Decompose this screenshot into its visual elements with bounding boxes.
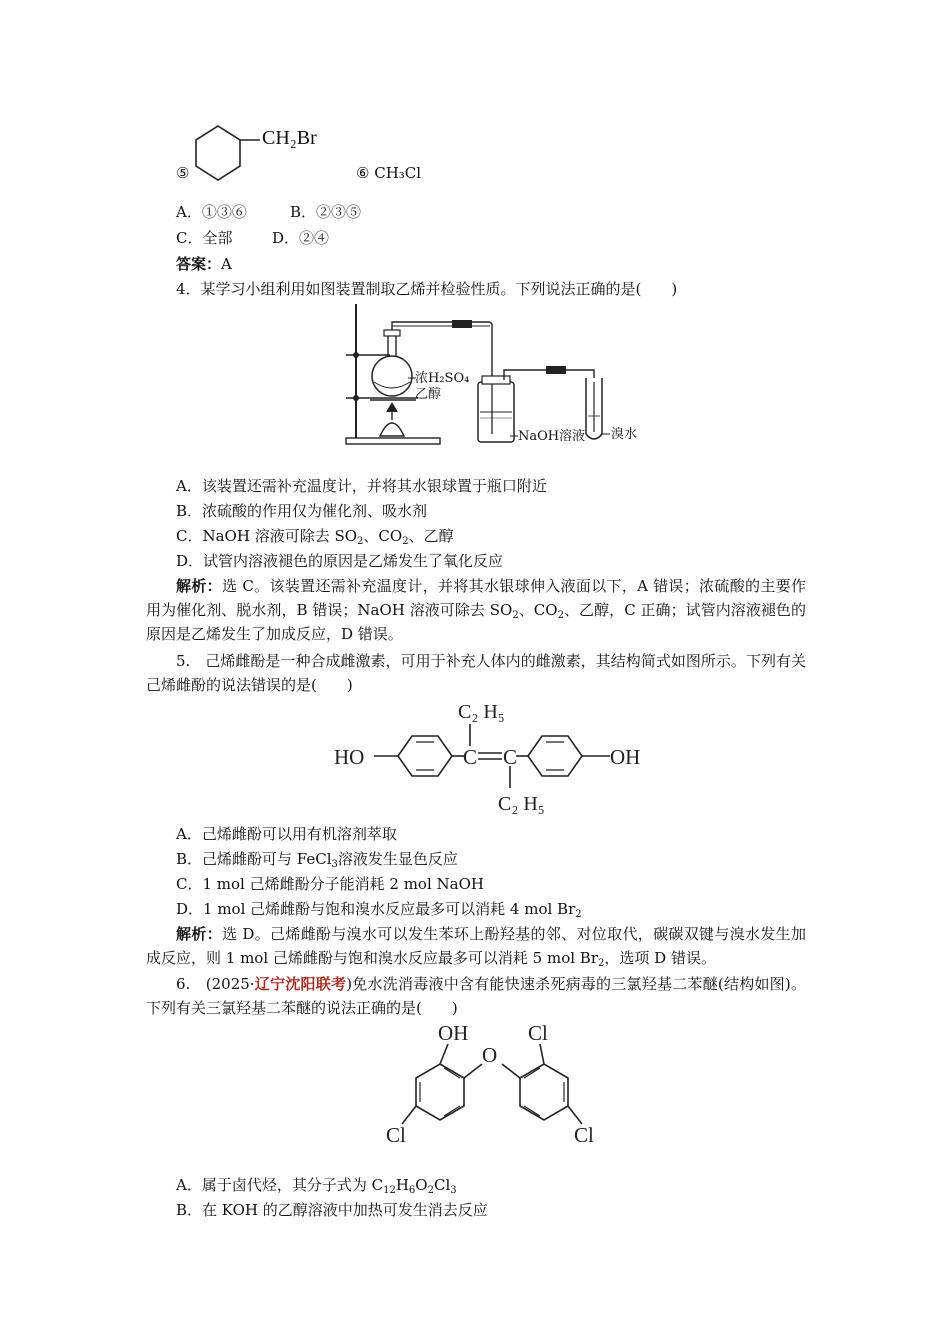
fig-c-right: C — [503, 745, 518, 769]
jiexi-text: 、CO — [518, 601, 558, 619]
opt-text: A．属于卤代烃，其分子式为 C — [176, 1176, 384, 1194]
opt-text: B．己烯雌酚可与 FeCl — [176, 850, 332, 868]
subscript: 2 — [427, 1185, 434, 1196]
q6-option-b: B．在 KOH 的乙醇溶液中加热可发生消去反应 — [176, 1201, 488, 1219]
stem-text: )免水洗消毒液中含有能快速杀死病毒的三氯羟基二苯醚(结构如图)。下列有关三氯羟基二苯醚的说法正确的是( ) — [146, 975, 806, 1017]
answer-value: A — [221, 255, 232, 273]
q6-option-a: A．属于卤代烃，其分子式为 $C_{12}H_6O_2Cl_3$ — [176, 1176, 457, 1196]
subscript: 2 — [598, 958, 605, 969]
opt-text: 、CO — [363, 527, 403, 545]
label-ethanol: 乙醇 — [415, 387, 442, 402]
opt-text: C．NaOH 溶液可除去 SO — [176, 527, 358, 545]
subscript: 12 — [383, 1185, 396, 1196]
jiexi-label: 解析： — [176, 577, 222, 595]
fig-oh: OH — [438, 1021, 469, 1045]
fig-cl-top: Cl — [528, 1021, 548, 1045]
subscript: 2 — [557, 610, 564, 621]
q3-option-d: D．②④ — [272, 229, 330, 247]
q4-option-d: D．试管内溶液褪色的原因是乙烯发生了氧化反应 — [176, 552, 504, 570]
opt-text: 、乙醇 — [408, 527, 454, 545]
q4-stem: 4．某学习小组利用如图装置制取乙烯并检验性质。下列说法正确的是( ) — [176, 280, 678, 298]
subscript: 2 — [575, 909, 582, 920]
fig-ethyl-top: C₂ H₅ — [458, 701, 505, 723]
q4-explanation — [146, 574, 806, 646]
question-source: 辽宁沈阳联考 — [254, 975, 347, 993]
answer-label: 答案： — [176, 255, 222, 273]
jiexi-text: ，选项 D 错误。 — [604, 949, 716, 967]
subscript: 2 — [512, 610, 519, 621]
q3-option-b: B．②③⑤ — [290, 203, 362, 221]
q4-option-b: B．浓硫酸的作用仅为催化剂、吸水剂 — [176, 502, 428, 520]
item5-formula: CH₂Br — [262, 127, 317, 149]
q5-option-a: A．己烯雌酚可以用有机溶剂萃取 — [176, 825, 397, 843]
fig-ho: HO — [334, 745, 365, 769]
subscript: 2 — [402, 536, 409, 547]
q5-stem: 5. 己烯雌酚是一种合成雌激素，可用于补充人体内的雌激素，其结构简式如图所示。下列有关己烯雌酚的说法错误的是( ) — [146, 652, 806, 694]
opt-text: 溶液发生显色反应 — [337, 850, 458, 868]
fig-oh: OH — [610, 745, 641, 769]
q5-option-d — [176, 899, 582, 919]
q5-option-b — [176, 849, 458, 869]
opt-text: D．1 mol 己烯雌酚与饱和溴水反应最多可以消耗 4 mol Br — [176, 900, 576, 918]
subscript: 3 — [450, 1185, 457, 1196]
subscript: 3 — [331, 859, 338, 870]
stem-text: 6. (2025· — [176, 975, 255, 993]
q5-explanation — [146, 922, 806, 970]
jiexi-text: 、乙醇，C 正确；试管内溶液褪色的原因是乙烯发生了加成反应，D 错误。 — [146, 601, 806, 643]
jiexi-text: 选 D。己烯雌酚与溴水可以发生苯环上酚羟基的邻、对位取代，碳碳双键与溴水发生加成反应，则 1 mol 己烯雌酚与饱和溴水反应最多可以消耗 5 mol Br — [146, 925, 806, 967]
label-conc-sulfuric-acid: 浓H₂SO₄ — [415, 371, 470, 386]
item6: ⑥ CH₃Cl — [356, 164, 422, 182]
label-bromine-water: 溴水 — [611, 427, 638, 442]
jiexi-label: 解析： — [176, 925, 222, 943]
item5-marker: ⑤ — [176, 164, 190, 182]
q6-stem — [146, 972, 806, 1020]
jiexi-text: 选 C。该装置还需补充温度计，并将其水银球伸入液面以下，A 错误；浓硫酸的主要作用为催化剂、脱水剂，B 错误；NaOH 溶液可除去 SO — [146, 577, 806, 619]
q3-answer — [176, 254, 232, 274]
fig-c-left: C — [463, 745, 478, 769]
diethylstilbestrol-structure — [330, 696, 660, 822]
fig-ethyl-bottom: C₂ H₅ — [498, 793, 545, 815]
triclosan-structure — [382, 1020, 612, 1148]
label-naoh-solution: NaOH溶液 — [518, 429, 586, 444]
fig-ether-o: O — [482, 1043, 498, 1067]
q3-option-c: C．全部 — [176, 229, 233, 247]
q3-option-a: A．①③⑥ — [176, 203, 247, 221]
q4-option-a: A．该装置还需补充温度计，并将其水银球置于瓶口附近 — [176, 477, 547, 495]
q4-option-c — [176, 526, 454, 546]
subscript: 6 — [408, 1185, 416, 1196]
subscript: 2 — [357, 536, 364, 547]
fig-cl-left: Cl — [386, 1123, 406, 1147]
fig-cl-right: Cl — [574, 1123, 594, 1147]
q5-option-c: C．1 mol 己烯雌酚分子能消耗 2 mol NaOH — [176, 875, 484, 893]
